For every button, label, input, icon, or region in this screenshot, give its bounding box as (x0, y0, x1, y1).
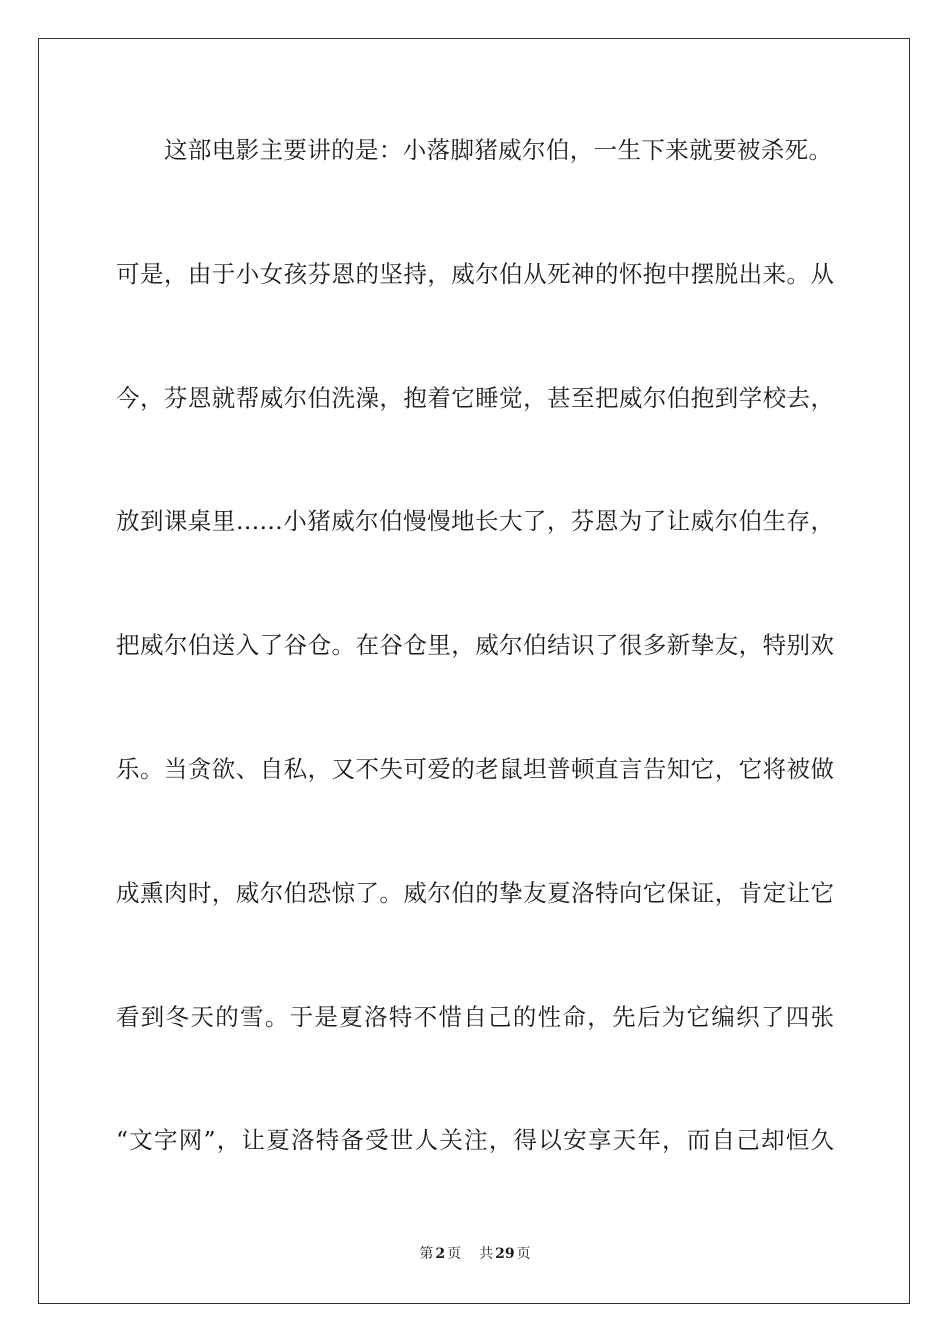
paragraph-line-2: 可是，由于小女孩芬恩的坚持，威尔伯从死神的怀抱中摆脱出来。从 (116, 260, 834, 288)
paragraph-line-9: “文字网”，让夏洛特备受世人关注，得以安享天年，而自己却恒久 (116, 1126, 834, 1154)
paragraph-line-7: 成熏肉时，威尔伯恐惊了。威尔伯的挚友夏洛特向它保证，肯定让它 (116, 879, 834, 907)
paragraph-line-3: 今，芬恩就帮威尔伯洗澡，抱着它睡觉，甚至把威尔伯抱到学校去， (116, 384, 834, 412)
page-border (38, 38, 910, 1304)
paragraph-line-5: 把威尔伯送入了谷仓。在谷仓里，威尔伯结识了很多新挚友，特别欢 (116, 631, 834, 659)
paragraph-line-4: 放到课桌里……小猪威尔伯慢慢地长大了，芬恩为了让威尔伯生存， (116, 507, 834, 535)
footer-total-prefix: 共 (479, 1246, 494, 1262)
footer-page-suffix: 页 (447, 1246, 462, 1262)
paragraph-line-1: 这部电影主要讲的是：小落脚猪威尔伯，一生下来就要被杀死。 (164, 136, 832, 164)
footer-total-suffix: 页 (516, 1246, 531, 1262)
paragraph-line-6: 乐。当贪欲、自私，又不失可爱的老鼠坦普顿直言告知它，它将被做 (116, 755, 834, 783)
footer-total-pages: 29 (495, 1246, 515, 1262)
footer-page-prefix: 第 (419, 1246, 434, 1262)
footer-page-number: 2 (435, 1246, 446, 1262)
paragraph-line-8: 看到冬天的雪。于是夏洛特不惜自己的性命，先后为它编织了四张 (116, 1003, 834, 1031)
page-footer (0, 1245, 950, 1263)
